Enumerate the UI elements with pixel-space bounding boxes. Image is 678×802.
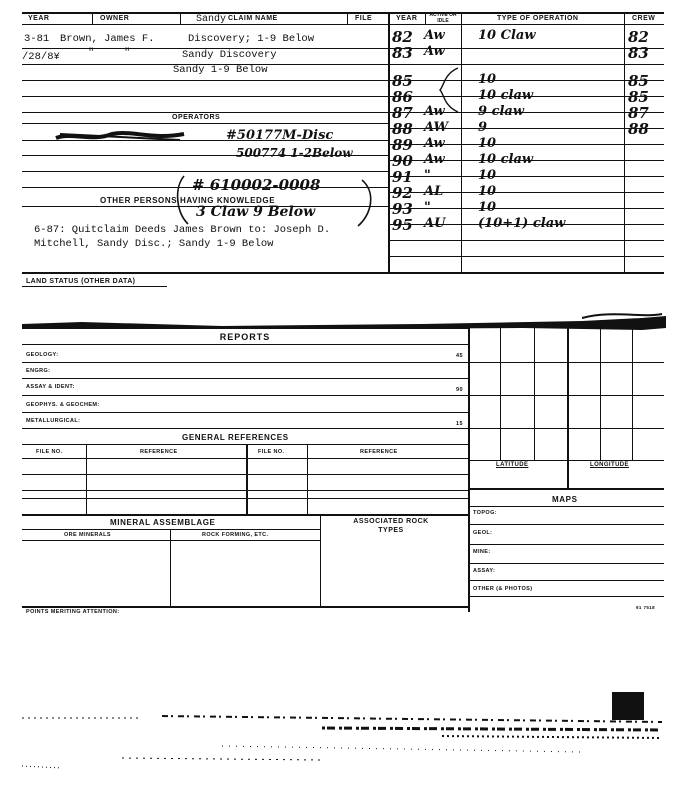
col-header-active-idle: ACTIVE OR IDLE <box>429 12 457 24</box>
header-divider <box>425 12 426 24</box>
grid-h <box>468 395 664 396</box>
gen-ref-col-divider <box>307 444 308 514</box>
ops-type-of-operation: 9 claw <box>478 104 525 119</box>
maps-row-rule <box>468 563 664 564</box>
gen-ref-col-reference-1: REFERENCE <box>140 449 178 455</box>
gen-ref-title-rule <box>22 444 468 445</box>
ops-type-of-operation: 10 <box>478 200 497 215</box>
operator-handwritten-1: #50177M-Disc <box>226 128 334 143</box>
ops-year: 83 <box>392 44 413 62</box>
header-bottom-rule <box>22 24 664 25</box>
ops-crew: 85 <box>628 88 649 106</box>
report-assay-label: ASSAY & IDENT: <box>26 384 75 390</box>
ops-status: Aw <box>424 104 445 119</box>
ops-type-of-operation: 10 <box>478 136 497 151</box>
margin-number-15: 15 <box>456 421 463 427</box>
ops-year: 92 <box>392 184 413 202</box>
ops-status: Aw <box>424 152 445 167</box>
ops-type-of-operation: (10+1) claw <box>478 216 566 231</box>
ops-year: 93 <box>392 200 413 218</box>
report-geology-label: GEOLOGY: <box>26 352 59 358</box>
ops-crew: 88 <box>628 120 649 138</box>
ops-status: AW <box>424 120 449 135</box>
maps-assay-label: ASSAY: <box>473 568 496 574</box>
operator-handwritten-2: 500774 1-2Below <box>236 146 353 160</box>
col-header-file: FILE <box>355 15 373 22</box>
owner-entry-2-year: /28/8¥ <box>22 51 60 63</box>
main-vertical-divider <box>388 12 390 272</box>
mineral-header-rule <box>22 540 320 541</box>
ops-type-of-operation: 10 <box>478 72 497 87</box>
ops-year: 87 <box>392 104 413 122</box>
ops-type-of-operation: 10 claw <box>478 88 534 103</box>
operators-rule <box>22 123 388 124</box>
grid-h <box>468 460 664 461</box>
claim-line-sandy-discovery: Sandy Discovery <box>182 49 277 61</box>
scan-smudge <box>22 312 666 334</box>
ops-type-of-operation: 10 <box>478 168 497 183</box>
ops-type-of-operation: 9 <box>478 120 488 135</box>
ops-status: AL <box>424 184 444 199</box>
report-metallurgical-label: METALLURGICAL: <box>26 418 81 424</box>
ops-year: 85 <box>392 72 413 90</box>
col-header-owner: OWNER <box>100 15 130 22</box>
ops-row-rule <box>388 80 664 81</box>
maps-top-rule <box>468 488 664 490</box>
ops-year: 88 <box>392 120 413 138</box>
report-row-rule <box>22 412 468 413</box>
ops-divider-active <box>461 12 462 272</box>
maps-topog-label: TOPOG: <box>473 510 497 516</box>
header-divider <box>180 12 181 24</box>
ops-status: AU <box>424 216 446 231</box>
header-divider <box>347 12 348 24</box>
struck-out-operator-scribble <box>52 126 192 146</box>
report-engrg-label: ENGRG: <box>26 368 51 374</box>
maps-title-rule <box>468 506 664 507</box>
owner-entry-2-claim-ditto: " <box>124 47 131 59</box>
ops-crew: 83 <box>628 44 649 62</box>
rock-forming-label: ROCK FORMING, ETC. <box>202 532 269 538</box>
operator-handwritten-3: # 610002-0008 <box>192 176 321 194</box>
rock-types-divider <box>320 514 321 606</box>
mineral-col-divider <box>170 529 171 606</box>
form-number: 91 7518 <box>636 605 656 610</box>
operator-handwritten-4: 3 Claw 9 Below <box>196 204 316 220</box>
ops-year: 82 <box>392 28 413 46</box>
row-rule <box>22 112 388 113</box>
ops-status: Aw <box>424 28 445 43</box>
ops-brace <box>438 66 464 114</box>
margin-number-90: 90 <box>456 387 463 393</box>
ops-year: 86 <box>392 88 413 106</box>
reports-title: REPORTS <box>219 332 271 342</box>
report-row-rule <box>22 362 468 363</box>
owner-entry-2-owner: " <box>88 47 95 59</box>
points-meriting-attention-label: POINTS MERITING ATTENTION: <box>26 609 120 615</box>
ops-type-of-operation: 10 claw <box>478 152 534 167</box>
ops-row-rule <box>388 256 664 257</box>
top-border <box>22 12 664 14</box>
gen-ref-row-rule <box>22 490 468 491</box>
report-row-rule <box>22 428 468 429</box>
gen-ref-row-rule <box>22 498 468 499</box>
ops-type-of-operation: 10 <box>478 184 497 199</box>
mineral-title-rule <box>22 529 320 530</box>
ops-crew: 82 <box>628 28 649 46</box>
other-persons-line-1: 6-87: Quitclaim Deeds James Brown to: Joseph D. <box>34 224 331 236</box>
maps-row-rule <box>468 596 664 597</box>
claim-line-sandy-1-9-below: Sandy 1-9 Below <box>173 64 268 76</box>
grid-v <box>632 328 633 460</box>
latitude-label: LATITUDE <box>496 462 529 468</box>
maps-mine-label: MINE: <box>473 549 491 555</box>
ops-year: 90 <box>392 152 413 170</box>
owner-entry-1-claim: Discovery; 1-9 Below <box>188 33 315 45</box>
claim-sandy-small: Sandy <box>196 14 227 25</box>
associated-rock-types-title: ASSOCIATED ROCK TYPES <box>353 518 429 534</box>
other-persons-line-2: Mitchell, Sandy Disc.; Sandy 1-9 Below <box>34 238 274 250</box>
mineral-bottom-rule <box>22 606 468 608</box>
ops-status: Aw <box>424 136 445 151</box>
ops-year: 89 <box>392 136 413 154</box>
general-references-title: GENERAL REFERENCES <box>182 433 289 442</box>
ops-status: Aw <box>424 44 445 59</box>
col-header-crew: CREW <box>632 15 656 22</box>
grid-h <box>468 428 664 429</box>
reports-title-rule <box>22 344 468 345</box>
owner-entry-1-owner: Brown, James F. <box>60 33 155 45</box>
ops-divider-crew <box>624 12 625 272</box>
ops-row-rule <box>388 64 664 65</box>
other-persons-label: OTHER PERSONS HAVING KNOWLEDGE <box>100 196 276 205</box>
ore-minerals-label: ORE MINERALS <box>64 532 111 538</box>
gen-ref-col-file-no-1: FILE NO. <box>36 449 63 455</box>
scan-noise-bottom <box>22 712 666 772</box>
row-rule <box>22 80 388 81</box>
col-header-year-2: YEAR <box>396 15 418 22</box>
col-header-type-of-operation: TYPE OF OPERATION <box>497 15 579 22</box>
operators-label: OPERATORS <box>172 114 221 121</box>
longitude-label: LONGITUDE <box>590 462 629 468</box>
report-geophys-label: GEOPHYS. & GEOCHEM: <box>26 402 100 408</box>
maps-title: MAPS <box>552 495 578 504</box>
gen-ref-row-rule <box>22 474 468 475</box>
row-rule <box>22 96 388 97</box>
gen-ref-col-reference-2: REFERENCE <box>360 449 398 455</box>
ops-type-of-operation: 10 Claw <box>478 28 536 43</box>
ops-row-rule <box>388 240 664 241</box>
ops-status: " <box>424 200 431 215</box>
header-divider <box>92 12 93 24</box>
maps-row-rule <box>468 580 664 581</box>
top-section-bottom-border <box>22 272 664 274</box>
report-row-rule <box>22 395 468 396</box>
gen-ref-header-rule <box>22 458 468 459</box>
grid-v <box>600 328 601 460</box>
maps-row-rule <box>468 524 664 525</box>
grid-h <box>468 362 664 363</box>
gen-ref-col-divider <box>246 444 248 514</box>
ops-year: 95 <box>392 216 413 234</box>
gen-ref-bottom-rule <box>22 514 468 516</box>
grid-v <box>500 328 501 460</box>
right-panel-border <box>468 328 470 612</box>
ops-crew: 87 <box>628 104 649 122</box>
mineral-assemblage-title: MINERAL ASSEMBLAGE <box>110 518 216 527</box>
grid-v-center <box>567 328 569 488</box>
gen-ref-col-divider <box>86 444 87 514</box>
col-header-year: YEAR <box>28 15 50 22</box>
land-status-underline <box>22 286 167 287</box>
maps-other-label: OTHER (& PHOTOS) <box>473 586 533 592</box>
ops-year: 91 <box>392 168 413 186</box>
reports-top-rule <box>22 328 468 329</box>
col-header-claim-name: CLAIM NAME <box>228 15 278 22</box>
gen-ref-col-file-no-2: FILE NO. <box>258 449 285 455</box>
land-status-label: LAND STATUS (OTHER DATA) <box>26 278 136 285</box>
ops-status: " <box>424 168 431 183</box>
report-row-rule <box>22 378 468 379</box>
maps-row-rule <box>468 544 664 545</box>
grid-v <box>534 328 535 460</box>
owner-entry-1-year: 3-81 <box>24 33 50 45</box>
margin-number-45: 45 <box>456 353 463 359</box>
ops-crew: 85 <box>628 72 649 90</box>
maps-geol-label: GEOL: <box>473 530 493 536</box>
